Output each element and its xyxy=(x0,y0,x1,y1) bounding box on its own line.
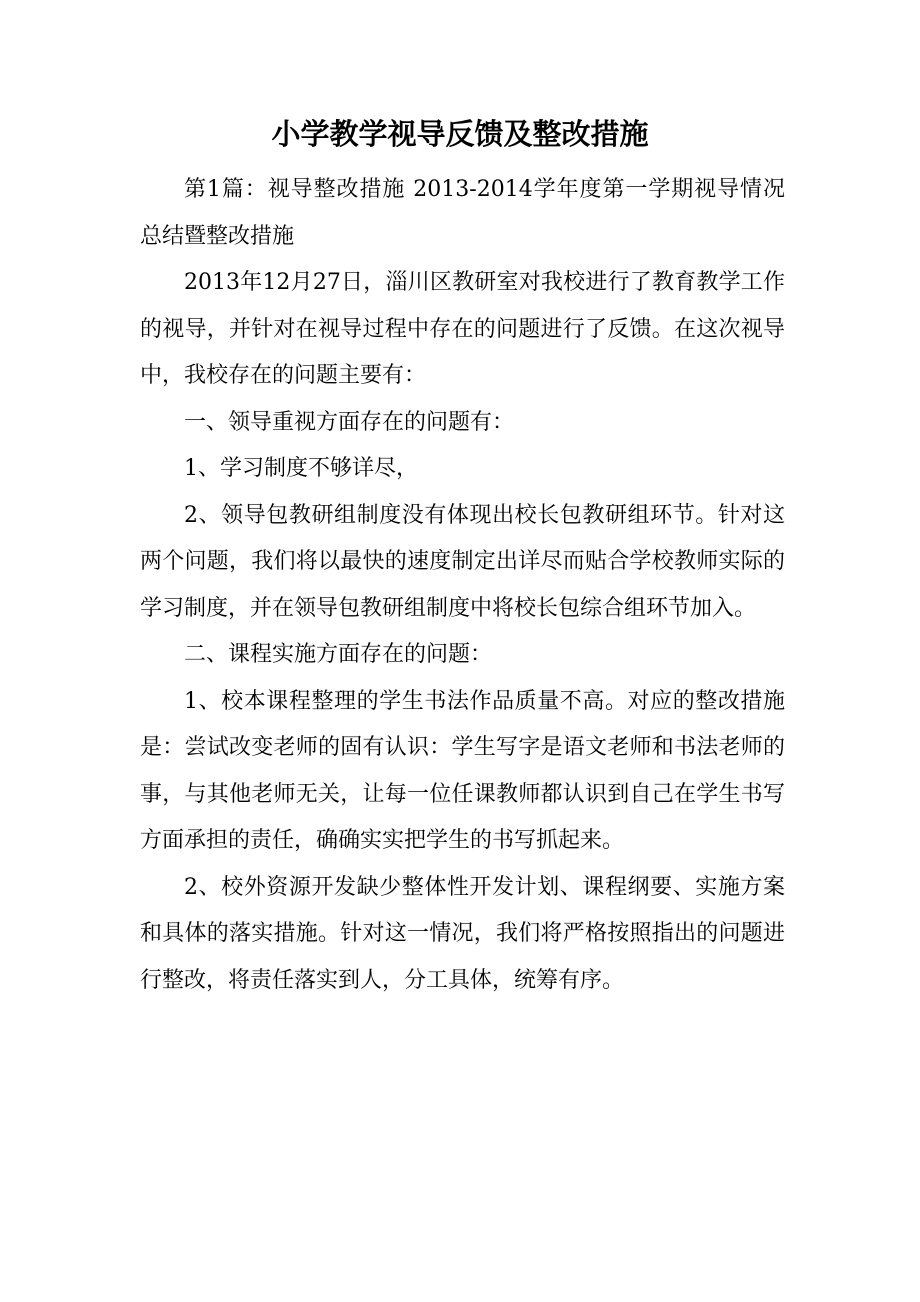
paragraph-curriculum-item-2: 2、校外资源开发缺少整体性开发计划、课程纲要、实施方案和具体的落实措施。针对这一情况，我们将严格按照指出的问题进行整改，将责任落实到人，分工具体，统筹有序。 xyxy=(140,874,785,993)
paragraph-intro: 第1篇：视导整改措施 2013-2014学年度第一学期视导情况总结暨整改措施 xyxy=(140,177,785,249)
paragraph-leadership-item-2: 2、领导包教研组制度没有体现出校长包教研组环节。针对这两个问题，我们将以最快的速度制定出详尽而贴合学校教师实际的学习制度，并在领导包教研组制度中将校长包综合组环节加入。 xyxy=(140,502,785,621)
paragraph-curriculum-item-1: 1、校本课程整理的学生书法作品质量不高。对应的整改措施是：尝试改变老师的固有认识：学生写字是语文老师和书法老师的事，与其他老师无关，让每一位任课教师都认识到自己在学生书写方面承担的责任，确确实实把学生的书写抓起来。 xyxy=(140,688,785,853)
document-title: 小学教学视导反馈及整改措施 xyxy=(271,117,649,151)
document-body xyxy=(140,167,785,1004)
paragraph-leadership-item-1: 1、学习制度不够详尽， xyxy=(184,456,418,481)
paragraph-overview: 2013年12月27日，淄川区教研室对我校进行了教育教学工作的视导，并针对在视导过程中存在的问题进行了反馈。在这次视导中，我校存在的问题主要有： xyxy=(140,270,785,388)
paragraph-section-leadership: 一、领导重视方面存在的问题有： xyxy=(184,409,515,435)
paragraph-section-curriculum: 二、课程实施方面存在的问题： xyxy=(184,642,493,667)
